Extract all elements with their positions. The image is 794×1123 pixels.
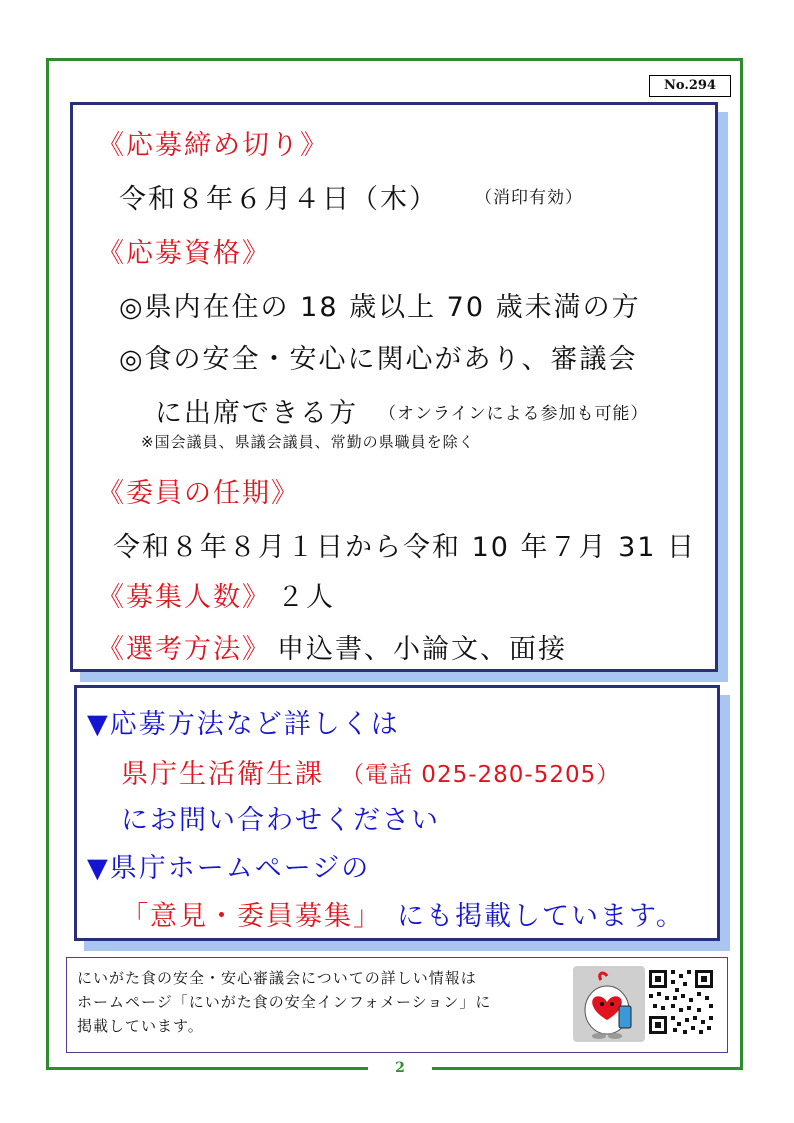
contact-info-box: [74, 685, 720, 941]
recruit-heading: 《募集人数》: [97, 582, 271, 613]
footer-line-3: 掲載しています。: [77, 1017, 204, 1035]
footer-line-2: ホームページ「にいがた食の安全インフォメーション」に: [77, 993, 492, 1011]
eligibility-line-3: に出席できる方: [155, 398, 358, 429]
document-number: No.294: [649, 75, 731, 97]
contact-line-1: ▼応募方法など詳しくは: [87, 709, 400, 740]
eligibility-heading: 《応募資格》: [97, 238, 271, 269]
selection-text: 申込書、小論文、面接: [277, 634, 567, 665]
contact-department: 県庁生活衛生課: [121, 759, 324, 790]
recruitment-details-box: [70, 102, 718, 672]
footer-line-1: にいがた食の安全・安心審議会についての詳しい情報は: [77, 969, 477, 987]
footer-text: [77, 966, 577, 1038]
eligibility-line-2: ◎食の安全・安心に関心があり、審議会: [119, 344, 638, 375]
selection-heading: 《選考方法》: [97, 634, 271, 665]
qr-code[interactable]: [647, 968, 715, 1036]
eligibility-line-1: ◎県内在住の 18 歳以上 70 歳未満の方: [119, 292, 641, 323]
page-number: 2: [395, 1060, 405, 1076]
contact-line-5: にも掲載しています。: [397, 901, 685, 932]
deadline-date: 令和８年６月４日（木）: [119, 184, 438, 215]
term-text: 令和８年８月１日から令和 10 年７月 31 日: [113, 532, 697, 563]
deadline-note: （消印有効）: [475, 188, 583, 208]
contact-page-name: 「意見・委員募集」: [121, 901, 382, 932]
eligibility-exclusion: ※国会議員、県議会議員、常勤の県職員を除く: [141, 433, 475, 451]
contact-line-3: にお問い合わせください: [121, 805, 440, 836]
footer-info-box: [66, 957, 728, 1053]
term-heading: 《委員の任期》: [97, 478, 300, 509]
contact-phone: （電話 025-280-5205）: [341, 762, 621, 788]
recruit-text: ２人: [277, 582, 335, 613]
eligibility-line-3-note: （オンラインによる参加も可能）: [379, 404, 649, 424]
contact-line-4: ▼県庁ホームページの: [87, 853, 371, 884]
mascot-image: [573, 966, 645, 1042]
deadline-heading: 《応募締め切り》: [97, 130, 329, 161]
